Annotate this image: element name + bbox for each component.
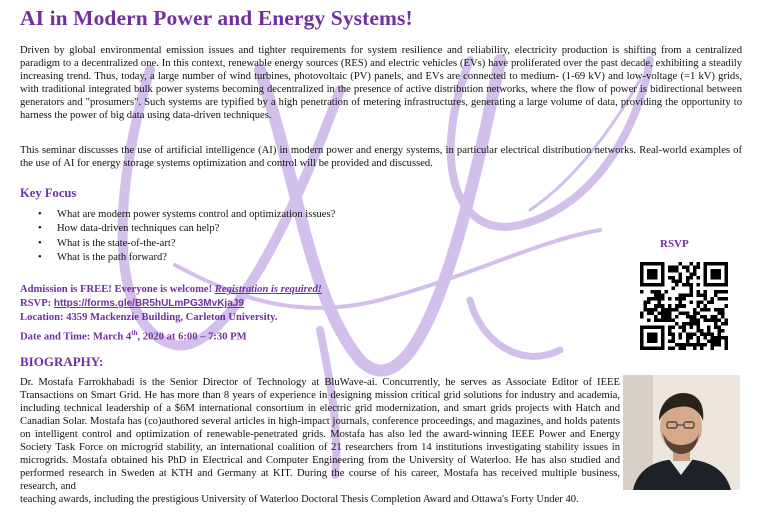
key-focus-heading: Key Focus xyxy=(20,186,77,200)
seminar-paragraph: This seminar discusses the use of artificial intelligence (AI) in modern power and energy systems, in particular electrical distribution networks. Real-world examples of the use of AI for energy storage systems optimization and control will be provided and discussed. xyxy=(20,145,742,169)
page-title: AI in Modern Power and Energy Systems! xyxy=(20,6,413,30)
event-info xyxy=(20,283,322,344)
biography-last-line: teaching awards, including the prestigious University of Waterloo Doctoral Thesis Completion Award and Ottawa's Forty Under 40. xyxy=(20,494,579,505)
date-rest: , 2020 at 6:00 – 7:30 PM xyxy=(137,331,247,343)
registration-link[interactable]: Registration is required! xyxy=(214,284,322,295)
rsvp-link[interactable]: https://forms.gle/BR5hULmPG3MvKjaJ9 xyxy=(53,298,244,310)
date-prefix: Date and Time: March 4 xyxy=(20,331,132,343)
key-focus-list xyxy=(38,208,335,266)
biography-body: Dr. Mostafa Farrokhabadi is the Senior Director of Technology at BluWave-ai. Concurrently, he serves as Associate Editor of IEEE Transactions on Smart Grid. He has more than 8 years of experience in designing mission critical grid solutions for industry and academia, including technical leadership of a $6M international consortium in electric grid modernization, and smart grids projects with Hatch and Canadian Solar. Mostafa has (co)authored several articles in high-impact journals, conference proceedings, and magazines, and holds patents on intelligent control and optimization of renewable-penetrated grids. Mostafa has also led the award-winning IEEE Power and Energy Society Task Force on microgrid stability, an international coalition of 21 researchers from 14 institutions investigating stability issues in microgrids. Mostafa obtained his PhD in Electrical and Computer Engineering from the University of Waterloo. He has also studied and performed research in Sweden at KTH and Germany at KIT. During the course of his career, Mostafa has received multiple business, research, and xyxy=(20,377,620,492)
rsvp-line xyxy=(20,297,322,311)
rsvp-label: RSVP: xyxy=(20,298,54,310)
biography-heading: BIOGRAPHY: xyxy=(20,354,104,369)
speaker-photo xyxy=(623,375,740,490)
location-line: Location: 4359 Mackenzie Building, Carleton University. xyxy=(20,312,278,324)
biography-text xyxy=(20,376,620,505)
list-item: • What is the state-of-the-art? xyxy=(38,237,335,251)
list-item: • How data-driven techniques can help? xyxy=(38,222,335,236)
admission-line xyxy=(20,283,322,297)
intro-paragraph: Driven by global environmental emission issues and tighter requirements for system resilience and reliability, electricity production is shifting from a centralized paradigm to a decentralized one. In this context, renewable energy sources (RES) and electric vehicles (EVs) have proliferated over the past decade, exhibiting a steadily increasing trend. Thus, today, a large number of wind turbines, photovoltaic (PV) panels, and EVs are connected to medium- (1-69 kV) and low-voltage (=1 kV) grids, with traditional integrated bulk power systems becoming decentralized in the presence of active distribution networks, where the flow of power is bidirectional between generators and "prosumers". Such systems are typified by a high penetration of metering infrastructures, generating a large volume of data, providing the opportunity to harness the power of big data using data-driven techniques. xyxy=(20,45,742,121)
date-ordinal: th xyxy=(131,328,138,337)
list-item: • What is the path forward? xyxy=(38,251,335,265)
rsvp-qr-code[interactable] xyxy=(640,262,728,350)
admission-text: Admission is FREE! Everyone is welcome! xyxy=(20,284,215,295)
date-time-line xyxy=(20,326,322,345)
qr-rsvp-label: RSVP xyxy=(660,238,689,250)
list-item: • What are modern power systems control and optimization issues? xyxy=(38,208,335,222)
